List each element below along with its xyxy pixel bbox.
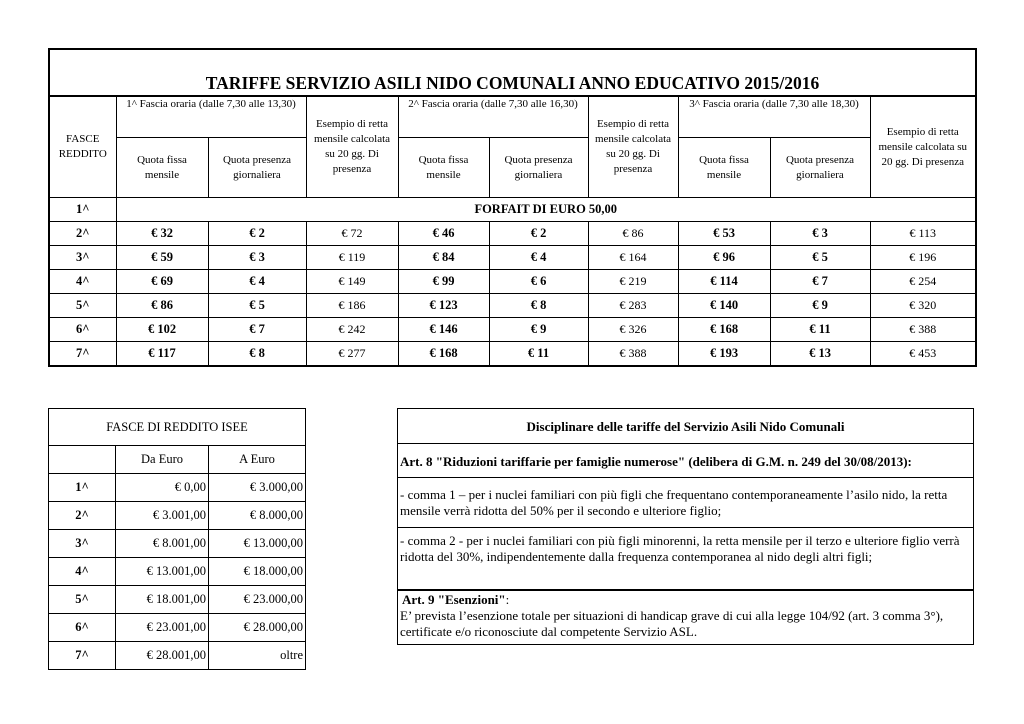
example-cell: € 113 (870, 222, 976, 246)
row-label: 1^ (49, 198, 116, 222)
art9-heading (400, 592, 973, 608)
quota-fissa-cell: € 140 (678, 294, 770, 318)
quota-presenza-header: Quota presenza giornaliera (489, 138, 588, 198)
rules-box (397, 408, 974, 645)
band-2-example-header: Esempio di retta mensile calcolata su 20 gg. Di presenza (588, 96, 678, 198)
table-row (49, 318, 976, 342)
row-label: 6^ (49, 318, 116, 342)
quota-fissa-cell: € 59 (116, 246, 208, 270)
isee-to-cell: € 3.000,00 (209, 474, 306, 502)
quota-presenza-cell: € 9 (489, 318, 588, 342)
quota-presenza-cell: € 8 (208, 342, 306, 367)
isee-to-cell: € 28.000,00 (209, 614, 306, 642)
quota-fissa-cell: € 193 (678, 342, 770, 367)
quota-presenza-cell: € 5 (208, 294, 306, 318)
isee-to-cell: € 18.000,00 (209, 558, 306, 586)
example-cell: € 72 (306, 222, 398, 246)
table-row (49, 222, 976, 246)
rules-title: Disciplinare delle tariffe del Servizio Asili Nido Comunali (526, 419, 845, 434)
table-title: TARIFFE SERVIZIO ASILI NIDO COMUNALI ANNO EDUCATIVO 2015/2016 (49, 49, 976, 96)
example-cell: € 164 (588, 246, 678, 270)
band-3-example-header: Esempio di retta mensile calcolata su 20 gg. Di presenza (870, 96, 976, 198)
table-row (49, 270, 976, 294)
quota-fissa-cell: € 102 (116, 318, 208, 342)
isee-to-cell: € 23.000,00 (209, 586, 306, 614)
quota-fissa-cell: € 53 (678, 222, 770, 246)
example-cell: € 320 (870, 294, 976, 318)
row-label: 5^ (49, 294, 116, 318)
isee-row-label: 5^ (49, 586, 116, 614)
quota-presenza-cell: € 11 (770, 318, 870, 342)
quota-fissa-cell: € 99 (398, 270, 489, 294)
quota-fissa-header: Quota fissa mensile (116, 138, 208, 198)
row-label: 3^ (49, 246, 116, 270)
isee-from-cell: € 8.001,00 (116, 530, 209, 558)
quota-presenza-cell: € 9 (770, 294, 870, 318)
quota-fissa-cell: € 114 (678, 270, 770, 294)
table-row (49, 294, 976, 318)
example-cell: € 326 (588, 318, 678, 342)
quota-fissa-cell: € 69 (116, 270, 208, 294)
example-cell: € 242 (306, 318, 398, 342)
example-cell: € 388 (870, 318, 976, 342)
quota-presenza-cell: € 4 (489, 246, 588, 270)
art8-comma1: - comma 1 – per i nuclei familiari con più figli che frequentano contemporaneamente l’asilo nido, la retta mensile verrà ridotta del 50% per il secondo e ulteriore figlio; (400, 487, 948, 518)
isee-to-cell: oltre (209, 642, 306, 670)
band-3-header: 3^ Fascia oraria (dalle 7,30 alle 18,30) (678, 96, 870, 138)
isee-row-label: 2^ (49, 502, 116, 530)
quota-fissa-header: Quota fissa mensile (678, 138, 770, 198)
row-label: 2^ (49, 222, 116, 246)
example-cell: € 119 (306, 246, 398, 270)
quota-presenza-cell: € 2 (208, 222, 306, 246)
isee-row-label: 1^ (49, 474, 116, 502)
quota-fissa-cell: € 86 (116, 294, 208, 318)
isee-row-label: 4^ (49, 558, 116, 586)
isee-to-header: A Euro (209, 446, 306, 474)
isee-title: FASCE DI REDDITO ISEE (49, 409, 306, 446)
quota-presenza-cell: € 3 (208, 246, 306, 270)
art9-title: Art. 9 "Esenzioni" (402, 592, 506, 607)
art9-text: E’ prevista l’esenzione totale per situazioni di handicap grave di cui alla legge 104/92 (art. 3 comma 3°), certificate e/o riconosciute dal competente Servizio ASL. (400, 608, 944, 639)
quota-fissa-cell: € 168 (398, 342, 489, 367)
isee-to-cell: € 13.000,00 (209, 530, 306, 558)
isee-from-header: Da Euro (116, 446, 209, 474)
quota-presenza-header: Quota presenza giornaliera (208, 138, 306, 198)
isee-from-cell: € 13.001,00 (116, 558, 209, 586)
art8-heading: Art. 8 "Riduzioni tariffarie per famiglie numerose" (delibera di G.M. n. 249 del 30/08/2013): (400, 454, 912, 469)
quota-presenza-cell: € 6 (489, 270, 588, 294)
quota-fissa-cell: € 117 (116, 342, 208, 367)
divider (398, 477, 973, 478)
band-1-header: 1^ Fascia oraria (dalle 7,30 alle 13,30) (116, 96, 306, 138)
table-row (49, 502, 306, 530)
isee-from-cell: € 28.001,00 (116, 642, 209, 670)
isee-from-cell: € 23.001,00 (116, 614, 209, 642)
quota-fissa-cell: € 32 (116, 222, 208, 246)
quota-presenza-cell: € 8 (489, 294, 588, 318)
isee-row-label: 3^ (49, 530, 116, 558)
art8-comma2: - comma 2 - per i nuclei familiari con più figli minorenni, la retta mensile per il terzo e ulteriore figlio verrà ridotta del 30%, indipendentemente dalla frequenza contemporanea al nido degli altri figli; (400, 533, 960, 564)
tariffe-table (48, 48, 977, 367)
example-cell: € 388 (588, 342, 678, 367)
table-row (49, 246, 976, 270)
table-row (49, 614, 306, 642)
quota-presenza-cell: € 2 (489, 222, 588, 246)
quota-presenza-cell: € 4 (208, 270, 306, 294)
table-row (49, 642, 306, 670)
divider (398, 443, 973, 444)
table-row (49, 342, 976, 367)
isee-corner (49, 446, 116, 474)
isee-table (48, 408, 306, 670)
example-cell: € 453 (870, 342, 976, 367)
isee-from-cell: € 3.001,00 (116, 502, 209, 530)
quota-presenza-cell: € 7 (208, 318, 306, 342)
isee-to-cell: € 8.000,00 (209, 502, 306, 530)
art9-colon: : (505, 592, 510, 607)
quota-presenza-cell: € 3 (770, 222, 870, 246)
example-cell: € 277 (306, 342, 398, 367)
forfait-cell: FORFAIT DI EURO 50,00 (116, 198, 976, 222)
isee-row-label: 6^ (49, 614, 116, 642)
quota-presenza-cell: € 13 (770, 342, 870, 367)
isee-from-cell: € 0,00 (116, 474, 209, 502)
example-cell: € 254 (870, 270, 976, 294)
quota-fissa-cell: € 96 (678, 246, 770, 270)
quota-fissa-cell: € 168 (678, 318, 770, 342)
quota-presenza-header: Quota presenza giornaliera (770, 138, 870, 198)
example-cell: € 186 (306, 294, 398, 318)
row-label: 4^ (49, 270, 116, 294)
example-cell: € 196 (870, 246, 976, 270)
quota-fissa-cell: € 84 (398, 246, 489, 270)
quota-presenza-cell: € 11 (489, 342, 588, 367)
divider (398, 527, 973, 528)
isee-from-cell: € 18.001,00 (116, 586, 209, 614)
isee-row-label: 7^ (49, 642, 116, 670)
row-label: 7^ (49, 342, 116, 367)
example-cell: € 283 (588, 294, 678, 318)
example-cell: € 149 (306, 270, 398, 294)
quota-fissa-cell: € 146 (398, 318, 489, 342)
quota-fissa-header: Quota fissa mensile (398, 138, 489, 198)
quota-fissa-cell: € 123 (398, 294, 489, 318)
table-row (49, 558, 306, 586)
example-cell: € 86 (588, 222, 678, 246)
quota-fissa-cell: € 46 (398, 222, 489, 246)
divider (398, 589, 973, 591)
table-row (49, 586, 306, 614)
quota-presenza-cell: € 7 (770, 270, 870, 294)
example-cell: € 219 (588, 270, 678, 294)
fasce-reddito-header: FASCE REDDITO (49, 96, 116, 198)
band-1-example-header: Esempio di retta mensile calcolata su 20 gg. Di presenza (306, 96, 398, 198)
quota-presenza-cell: € 5 (770, 246, 870, 270)
table-row (49, 530, 306, 558)
table-row (49, 474, 306, 502)
band-2-header: 2^ Fascia oraria (dalle 7,30 alle 16,30) (398, 96, 588, 138)
